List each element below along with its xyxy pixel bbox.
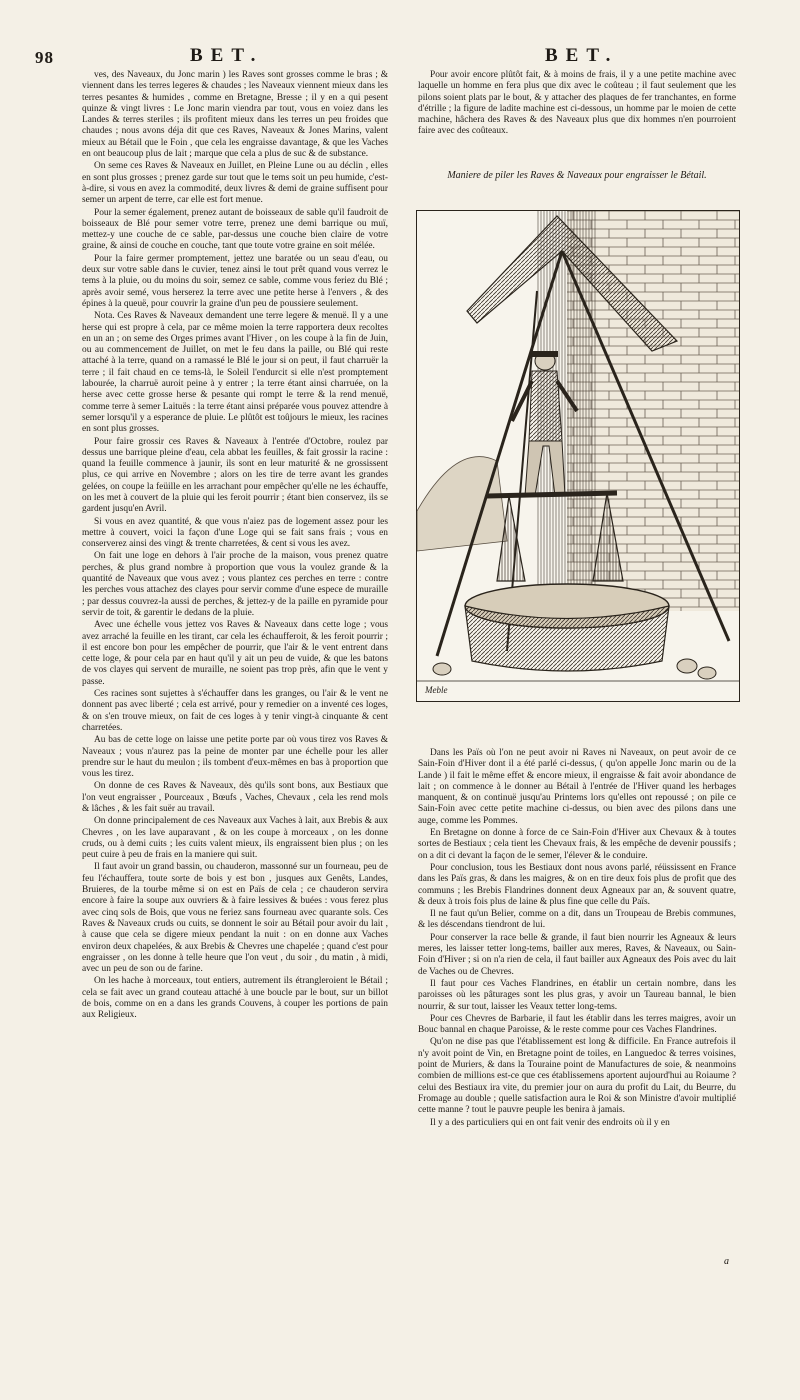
crossbar	[487, 493, 617, 496]
right-column-top	[418, 70, 736, 160]
paragraph: Pour la semer également, prenez autant de boisseaux de sable qu'il faudroit de boisseaux de Blé pour semer votre terre, prenez une demi barrique ou muï, mettez-y une couche de ce sable, par-dessus une couche bien claire de votre graine, & ainsi de couche en couche, tant que toute votre graine en soit mélée.	[82, 207, 388, 252]
paragraph: En Bretagne on donne à force de ce Sain-Foin d'Hiver aux Chevaux & à toutes sortes de Bestiaux ; cela tient les Chevaux frais, & les empêche de devenir poussifs ; on a dit ci devant la façon de le semer, l'élever & le conduire.	[418, 828, 736, 861]
page-number: 98	[35, 48, 54, 67]
running-header-left: BET.	[190, 45, 264, 66]
paragraph: Ces racines sont sujettes à s'échauffer dans les granges, ou l'air & le vent ne donnent pas avec liberté ; cela est arrivé, pour y remedier on a inventé ces loges, & on s'en trouve mieux, on fait de ces loges à y tenir vingt-à cinquante & cent charretées.	[82, 689, 388, 733]
paragraph: Pour la faire germer promptement, jettez une baratée ou un seau d'eau, ou deux sur votre sable dans le cuvier, tenez ainsi le tout prêt quand vous verrez le tems à la pluie, ou du moins du soir, semez ce sable, comme vous feriez du Blé ; après avoir semé, vous herserez la terre avec une petite herse à l'envers , & des épines à la queuë, pour couvrir la graine d'un peu de poussiere seulement.	[82, 253, 388, 309]
paragraph: Nota. Ces Raves & Naveaux demandent une terre legere & menuë. Il y a une herse qui est propre à cela, par ce même moien la terre rapportera deux recoltes en un an ; on seme des Orges primes avant l'Hiver , on les coupe à la fin de Juin, ou au commencement de Juillet, on met le feu dans la paille, ou Blé qui reste attaché à la terre, quand on a ramassé le Blé le jour si on peut, il faut charruër la terre ; il fait chaud en ce tems-là, le Soleil l'endurcit si elle n'est promptement labourée, la charruë auroit peine à y entrer ; la terre étant ainsi charruée, on la herse avec cette grosse herse & pesante qui rompt le terre & la rend menuë, comme terre à semer Laituës : la terre étant ainsi préparée vous pouvez attendre à semer lorsqu'il y a esperance de pluie. Le plûtôt est toûjours le mieux, les racines en sont plus grosses.	[82, 311, 388, 435]
paragraph: Au bas de cette loge on laisse une petite porte par où vous tirez vos Raves & Naveaux ; vous n'aurez pas la peine de monter par une échelle pour les aller prendre sur le haut du meulon ; ils tombent d'eux-mêmes en bas à proportion que vous les tirez.	[82, 735, 388, 780]
paragraph: Avec une échelle vous jettez vos Raves & Naveaux dans cette loge ; vous avez arraché la feuille en les tirant, car cela les échaufferoit, & les feroit pourrir ; il est encore bon pour les empêcher de pourrir, que l'air & le vent entrent dans cette loge, & pour cela par en haut qu'il y ait un peu de vuide, & que les batons de vos clayes qui servent de muraille, ne soient pas trop près, afin que le vent y passe.	[82, 620, 388, 687]
paragraph: Pour faire grossir ces Raves & Naveaux à l'entrée d'Octobre, roulez par dessus une barrique pleine d'eau, cela abbat les feuilles, & fait grossir la racine : quand la feuille commence à jaunir, ils sont en leur maturité & ne grossissent plus, ce qui arrive en Novembre ; alors on les tire de terre avant les grandes gelées, on coupe la feüille en les arrachant pour empêcher qu'elle ne les échauffe, on les met à couvert de la pluie qui les feroit pourrir ; étant bien conservez, ils se gardent jusqu'en Avril.	[82, 436, 388, 515]
plate-caption: Maniere de piler les Raves & Naveaux pour engraisser le Bétail.	[447, 170, 707, 181]
paragraph: Pour conserver la race belle & grande, il faut bien nourrir les Agneaux & leurs meres, les laisser tetter long-tems, bailler aux meres, Raves, & Naveaux, ou Sain-Foin d'Hiver ; si on n'a rien de cela, il faut bailler aux Agneaux des Pois avec du lait de Vaches ou de Chevres.	[418, 932, 736, 977]
paragraph: Il faut pour ces Vaches Flandrines, en établir un certain nombre, dans les paroisses où les pâturages sont les plus gras, y avoir un Taureau bannal, le bien nourrir, & sur tout, laisser les Veaux tetter long-tems.	[418, 978, 736, 1012]
engraver-signature: Meble	[425, 685, 448, 695]
paragraph: On donne de ces Raves & Naveaux, dès qu'ils sont bons, aux Bestiaux que l'on veut engraisser , Pourceaux , Bœufs , Vaches, Chevaux , cela les rend mols & lâches , & les fait suër au travail.	[82, 781, 388, 814]
turnip	[677, 659, 697, 673]
paragraph: On les hache à morceaux, tout entiers, autrement ils étrangleroient le Bétail ; cela se fait avec un grand couteau attaché à une boucle par le bout, sur un billot de bois, comme on en a dans les grands Couvens, à couper les portions de pain aux Religieux.	[82, 976, 388, 1021]
right-column-bottom	[418, 748, 736, 1288]
paragraph: Il faut avoir un grand bassin, ou chauderon, massonné sur un fourneau, peu de feu l'échauffera, toute sorte de bois y est bon , jusques aux Genêts, Landes, Bruieres, de la tourbe même si on est en Païs de cela ; ce chauderon servira encore à faire la soupe aux ouvriers & à faire lessives & buées : vous ferez plus avec cinq sols de Bois, que vous ne feriez sans fourneau avec quarante sols. Ces Raves & Naveaux cruds ou cuits, se donnent le soir au Bétail pour avoir du lait , à cause que cela se digere mieux pendant la nuit : on en donne aux Vaches environ deux chapelées, & aux Brebis & Chevres une chapelée ; quand c'est pour engraisser , on les donne à telle heure que l'on veut , du soir , du matin , à midi, avec un peu de son ou de farine.	[82, 862, 388, 975]
turnip-pounding-machine-illustration	[417, 211, 739, 701]
left-column	[82, 70, 388, 1260]
paragraph: ves, des Naveaux, du Jonc marin ) les Raves sont grosses comme le bras ; & viennent dans les terres legeres & chaudes ; les Naveaux viennent mieux dans les terres pesantes & humides , comme en Bretagne, Bresse ; il y en a qui pesent quinze & vingt livres : Le Jonc marin viendra par tout, vous en voiez dans les Landes & terres steriles ; ils profitent mieux dans les terres un peu froides que chaudes ; nous avons déja dit que ces Raves, Naveaux & Jones Marins, valent mieux au Bétail que le Foin , que cela les engraisse davantage, & que les Vaches en ont beaucoup plus de lait ; marque que cela a plus de suc & de substance.	[82, 70, 388, 160]
turnip	[698, 667, 716, 679]
paragraph: Pour conclusion, tous les Bestiaux dont nous avons parlé, réüssissent en France dans les Païs gras, & dans les maigres, & on en tire deux fois plus de profit que des communs ; les Brebis Flandrines donnent deux Agneaux par an, & souvent quatre, & deux à trois fois plus de laine & plus fine que celle du Païs.	[418, 862, 736, 907]
running-header-right: BET.	[545, 45, 619, 66]
paragraph: Pour avoir encore plûtôt fait, & à moins de frais, il y a une petite machine avec laquelle un homme en fera plus que dix avec le coûteau ; il faut seulement que les pilons soient plats par le bout, & y attacher des plaques de fer tranchantes, en forme d'étrille ; la figure de ladite machine est ci-dessous, un homme par le moien de cette machine, hâchera des Raves & des Naveaux plus que dix hommes n'en pourroient faire avec des coûteaux.	[418, 70, 736, 137]
paragraph: On seme ces Raves & Naveaux en Juillet, en Pleine Lune ou au déclin , elles en sont plus grosses ; prenez garde sur tout que le tems soit un peu humide, c'est-à-dire, si vous en avez la commodité, deux livres & demi de graine suffisent pour semer un arpent de terre, car elle est fort menue.	[82, 161, 388, 206]
catchword: a	[724, 1256, 729, 1267]
paragraph: On donne principalement de ces Naveaux aux Vaches à lait, aux Brebis & aux Chevres , on les lave auparavant , & on les coupe à morceaux , on les donne cruds, ou à demi cuits ; les cuits valent mieux, ils engraissent bien plus ; on les peut cuire à peu de frais en la maniere qui suit.	[82, 816, 388, 861]
paragraph: Il y a des particuliers qui en ont fait venir des endroits où il y en	[430, 1117, 670, 1128]
paragraph: On fait une loge en dehors à l'air proche de la maison, vous prenez quatre perches, & plus grand nombre à proportion que vous la voulez grande & la quantité de Naveaux que vous avez ; vous plantez ces perches en terre : contre les perches vous attachez des clayes pour servir comme d'une espece de muraille ; par dessus couvrez-la aussi de perches, & jettez-y de la paille en pyramide pour servir de toit, & garentir le dedans de la pluie.	[82, 551, 388, 618]
engraving-plate	[416, 210, 740, 702]
paragraph: Si vous en avez quantité, & que vous n'aiez pas de logement assez pour les mettre à couvert, voici la façon d'une Loge qui se fait sans frais ; vous en conserverez ainsi des vingt & trente charretées, & cent si vous les avez.	[82, 516, 388, 550]
paragraph: Pour ces Chevres de Barbarie, il faut les établir dans les terres maigres, avoir un Bouc bannal en chaque Paroisse, & le reste comme pour ces Vaches Flandrines.	[418, 1013, 736, 1036]
paragraph: Dans les Païs où l'on ne peut avoir ni Raves ni Naveaux, on peut avoir de ce Sain-Foin d'Hiver dont il a été parlé ci-dessus, ( qu'on appelle Jonc marin ou de la Lande ) il fait le même effet & encore mieux, il engraisse & fait avoir abondance de lait ; on commence à le donner au Bétail à l'entrée de l'Hiver quand les herbages manquent, & on continuë jusqu'au Printems lors qu'elles ont repoussé ; on pile ce Sain-Foin avec cette petite machine ci-dessus, ou bien avec des pilons dans une auge, comme les Pommes.	[418, 748, 736, 826]
turnip	[433, 663, 451, 675]
paragraph: Qu'on ne dise pas que l'établissement est long & difficile. En France autrefois il n'y avoit point de Vin, en Bretagne point de toiles, en Languedoc & terres voisines, point de Muriers, & dans la Touraine point de Manufactures de soie, & neanmoins combien de millions est-ce que ces établissemens aportent aujourd'hui au Roiaume ? celui des Bestiaux ira vite, du premier jour on aura du profit du Lait, du Beurre, du Fromage au double ; quelle satisfaction aura le Roi & son Ministre d'avoir multiplié cette manne ? tout le pauvre peuple les benira à jamais.	[418, 1037, 736, 1116]
paragraph: Il ne faut qu'un Belier, comme on a dit, dans un Troupeau de Brebis communes, & les déscendans tiendront de lui.	[418, 909, 736, 931]
